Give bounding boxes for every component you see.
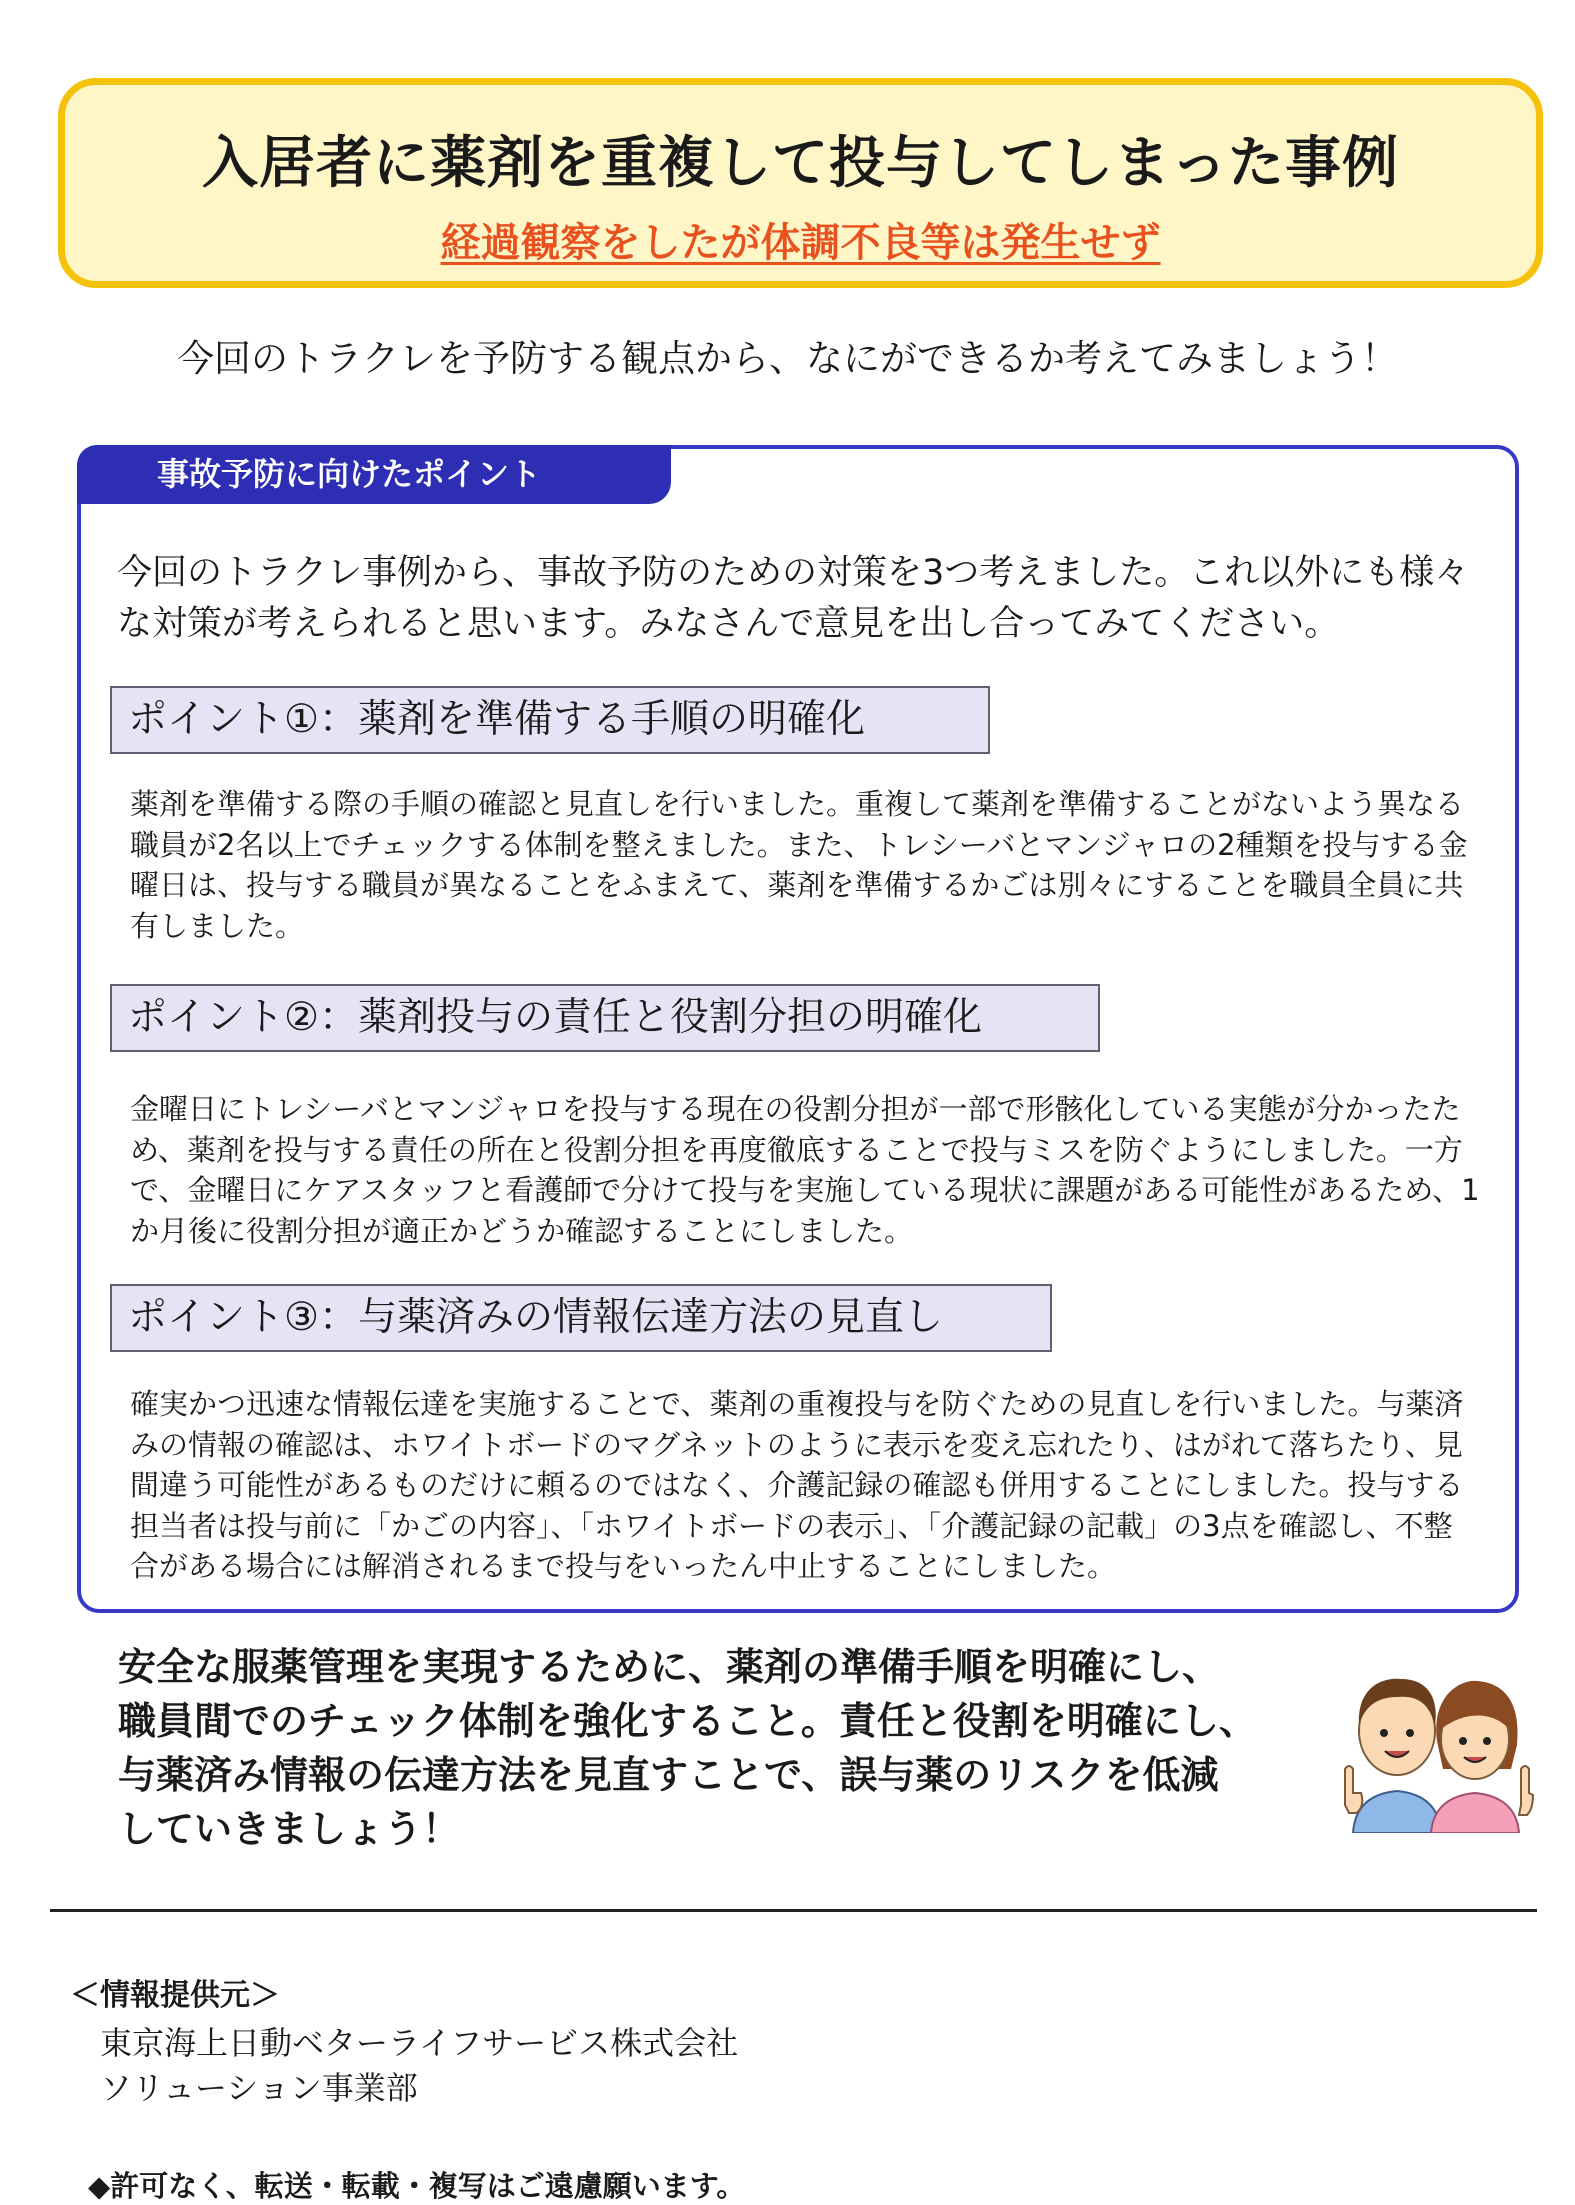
page-subtitle	[65, 211, 1536, 268]
summary-line: していきましょう！	[118, 1807, 461, 1851]
female-staff-figure	[1431, 1681, 1533, 1833]
point-3-heading: ポイント③：与薬済みの情報伝達方法の見直し	[110, 1284, 1052, 1352]
point-1-body: 薬剤を準備する際の手順の確認と見直しを行いました。重複して薬剤を準備することがないよう異なる職員が2名以上でチェックする体制を整えました。また、トレシーバとマンジャロの2種類を投与する金曜日は、投与する職員が異なることをふまえて、薬剤を準備するかごは別々にすることを職員全員に共有しました。	[130, 787, 1468, 943]
male-staff-figure	[1345, 1679, 1441, 1833]
info-company: 東京海上日動ベターライフサービス株式会社	[100, 2024, 739, 2062]
summary-text	[118, 1640, 1343, 1856]
point-2-body: 金曜日にトレシーバとマンジャロを投与する現在の役割分担が一部で形骸化している実態が分かったため、薬剤を投与する責任の所在と役割分担を再度徹底することで投与ミスを防ぐようにしました。一方で、金曜日にケアスタッフと看護師で分けて投与を実施している現状に課題がある可能性があるため、1か月後に役割分担が適正かどうか確認することにしました。	[130, 1092, 1480, 1248]
page-subtitle-text: 経過観察をしたが体調不良等は発生せず	[440, 220, 1161, 266]
point-1-heading: ポイント①：薬剤を準備する手順の明確化	[110, 686, 990, 754]
point-3-body: 確実かつ迅速な情報伝達を実施することで、薬剤の重複投与を防ぐための見直しを行いました。与薬済みの情報の確認は、ホワイトボードのマグネットのように表示を変え忘れたり、はがれて落ちたり、見間違う可能性があるものだけに頼るのではなく、介護記録の確認も併用することにしました。投与する担当者は投与前に「かごの内容」、「ホワイトボードの表示」、「介護記録の記載」の3点を確認し、不整合がある場合には解消されるまで投与をいったん中止することにしました。	[130, 1387, 1464, 1583]
divider-line	[50, 1909, 1537, 1912]
staff-illustration	[1335, 1633, 1535, 1833]
title-banner	[58, 78, 1543, 288]
page-title: 入居者に薬剤を重複して投与してしまった事例	[202, 131, 1399, 196]
info-department: ソリューション事業部	[100, 2069, 418, 2107]
intro-text: 今回のトラクレを予防する観点から、なにができるか考えてみましょう！	[177, 337, 1398, 380]
point-2-heading: ポイント②：薬剤投与の責任と役割分担の明確化	[110, 984, 1100, 1052]
info-source-label: ＜情報提供元＞	[70, 1978, 280, 2013]
copyright-notice: ◆許可なく、転送・転載・複写はご遠慮願います。	[88, 2169, 746, 2203]
points-tab-label: 事故予防に向けたポイント	[77, 445, 671, 504]
summary-line: 与薬済み情報の伝達方法を見直すことで、誤与薬のリスクを低減	[118, 1753, 1219, 1797]
points-lead-text: 今回のトラクレ事例から、事故予防のための対策を3つ考えました。これ以外にも様々な対策が考えられると思います。みなさんで意見を出し合ってみてください。	[117, 553, 1470, 644]
summary-line: 職員間でのチェック体制を強化すること。責任と役割を明確にし、	[118, 1699, 1257, 1743]
summary-line: 安全な服薬管理を実現するために、薬剤の準備手順を明確にし、	[118, 1645, 1221, 1689]
